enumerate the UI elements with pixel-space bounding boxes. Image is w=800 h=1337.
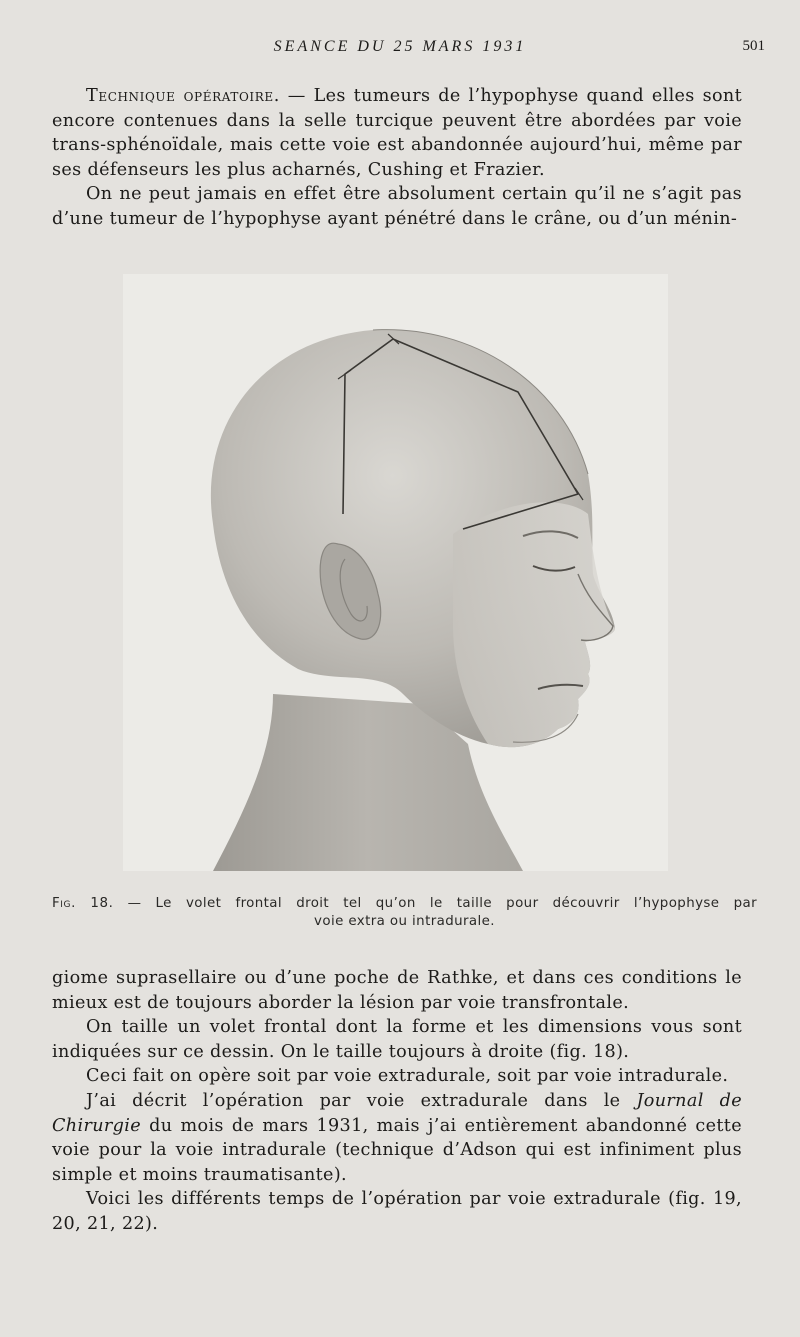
section-lead: Technique opératoire. [86, 86, 280, 106]
caption-line-2: voie extra ou intradurale. [314, 914, 495, 929]
paragraph-journal [52, 1089, 742, 1187]
caption-text-1: — Le volet frontal droit tel qu’on le taille pour découvrir l’hypophyse par [113, 896, 757, 911]
journal-title: Journal de Chirurgie [52, 1090, 742, 1136]
running-head [0, 38, 800, 58]
figure-head-illustration [123, 274, 668, 871]
paragraph-continuation: giome suprasellaire ou d’une poche de Rathke, et dans ces conditions le mieux est de toujours aborder la lésion par voie transfrontale. [52, 968, 742, 1013]
top-text-block [52, 84, 742, 232]
running-title: SEANCE DU 25 MARS 1931 [273, 38, 527, 55]
paragraph-technique-body: — Les tumeurs de l’hypophyse quand elles sont encore contenues dans la selle turcique peuvent être abordées par voie trans-sphénoïdale, mais cette voie est abandonnée aujourd’hui, même par ses défenseurs les plus acharnés, Cushing et Frazier. [52, 86, 742, 180]
paragraph-steps: Voici les différents temps de l’opération par voie extradurale (fig. 19, 20, 21, 22). [52, 1189, 742, 1234]
page-number: 501 [742, 38, 765, 54]
bottom-text-block [52, 966, 742, 1237]
paragraph-approach: Ceci fait on opère soit par voie extradurale, soit par voie intradurale. [86, 1066, 729, 1087]
caption-line-1 [52, 895, 757, 913]
figure-label: Fig. 18. [52, 896, 114, 911]
journal-text-a: J’ai décrit l’opération par voie extradurale dans le [86, 1090, 637, 1111]
journal-text-b: du mois de mars 1931, mais j’ai entièrement abandonné cette voie pour la voie intradurale (technique d’Adson qui est infiniment plus simple et moins traumatisante). [52, 1115, 742, 1185]
figure-caption [52, 895, 757, 931]
paragraph-certainty: On ne peut jamais en effet être absolument certain qu’il ne s’agit pas d’une tumeur de l’hypophyse ayant pénétré dans le crâne, ou d’un ménin- [52, 184, 742, 229]
paragraph-technique [52, 84, 742, 182]
paragraph-flap: On taille un volet frontal dont la forme et les dimensions vous sont indiquées sur ce dessin. On le taille toujours à droite (fig. 18). [52, 1017, 742, 1062]
head-profile-drawing [123, 274, 668, 871]
